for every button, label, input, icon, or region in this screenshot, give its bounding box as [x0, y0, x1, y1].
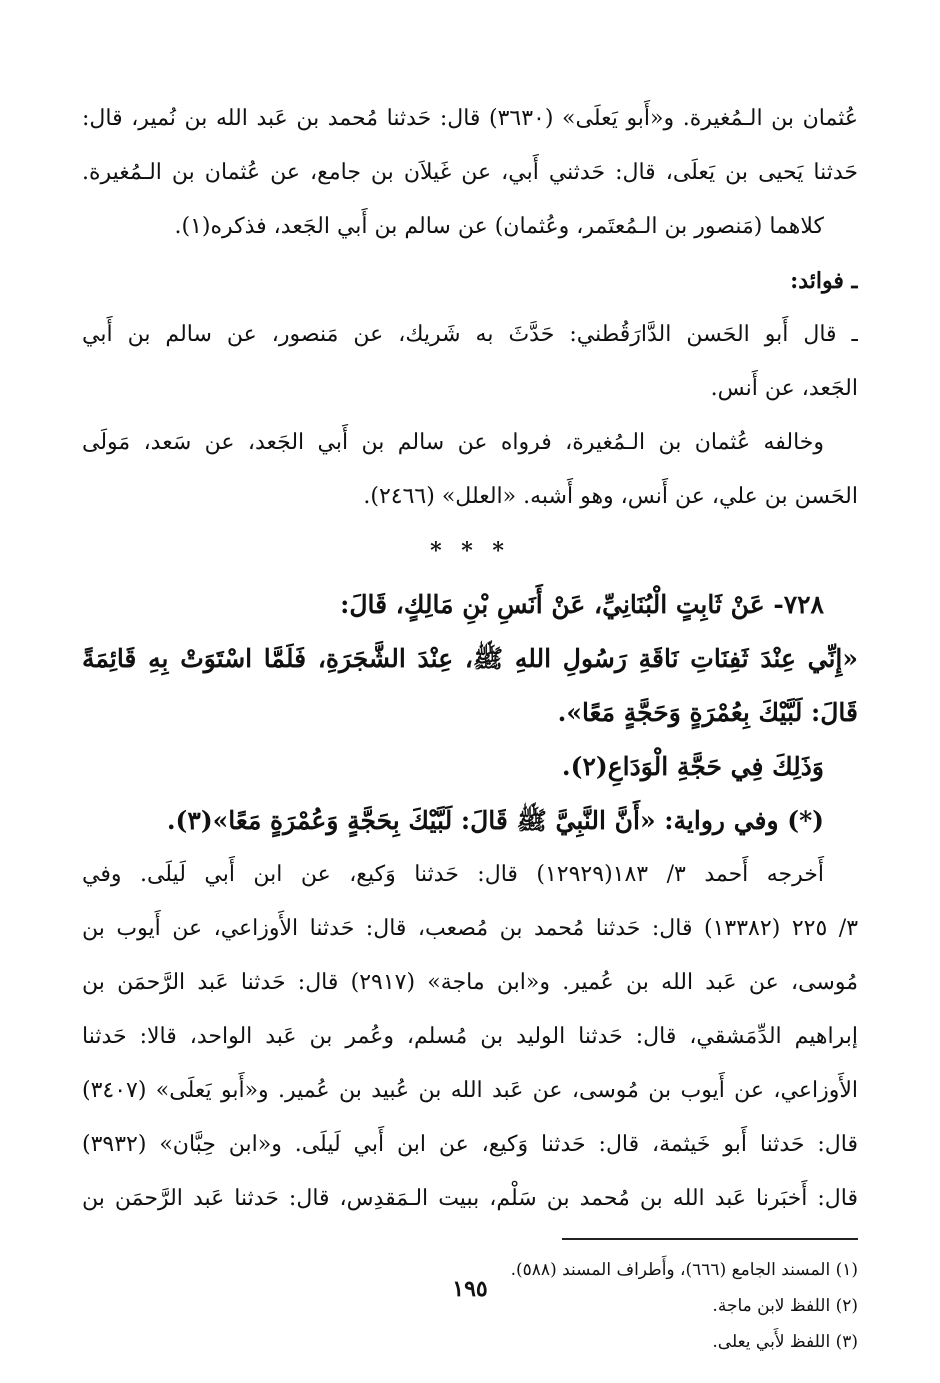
- text-line-1: عُثمان بن الـمُغيرة. و«أَبو يَعلَى» (٣٦٣٠) قال: حَدثنا مُحمد بن عَبد الله بن نُمير، قال:: [82, 106, 858, 131]
- takhrij-line-7: قال: أَخبَرنا عَبد الله بن مُحمد بن سَلْم، ببيت الـمَقدِس، قال: حَدثنا عَبد الرَّحمَن بن: [82, 1186, 858, 1211]
- takhrij-line-1: أَخرجه أَحمد ٣/ ١٨٣(١٢٩٢٩) قال: حَدثنا وَكيع، عن ابن أَبي لَيلَى. وفي: [82, 862, 825, 887]
- text-line-7: وخالفه عُثمان بن الـمُغيرة، فرواه عن سالم بن أَبي الجَعد، عن سَعد، مَولَى: [82, 430, 824, 455]
- footnote-3: (٣) اللفظ لأَبي يعلى.: [712, 1332, 858, 1352]
- text-line-6: الجَعد، عن أَنس.: [710, 376, 858, 401]
- footnote-2: (٢) اللفظ لابن ماجة.: [712, 1296, 858, 1316]
- hadith-text-line-3: وَذَلِكَ فِي حَجَّةِ الْوَدَاعِ(٢).: [561, 752, 824, 781]
- takhrij-line-5: الأَوزاعي، عن أَيوب بن مُوسى، عن عَبد الله بن عُبيد بن عُمير. و«أَبو يَعلَى» (٣٤٠٧): [82, 1078, 858, 1103]
- takhrij-line-2: ٣/ ٢٢٥ (١٣٣٨٢) قال: حَدثنا مُحمد بن مُصعب، قال: حَدثنا الأَوزاعي، عن أَيوب بن: [82, 916, 858, 941]
- footnote-separator: [562, 1238, 858, 1240]
- hadith-text-line-2: قَالَ: لَبَّيْكَ بِعُمْرَةٍ وَحَجَّةٍ مَعًا».: [557, 698, 858, 727]
- text-line-2: حَدثنا يَحيى بن يَعلَى، قال: حَدثني أَبي، عن غَيلاَن بن جامع، عن عُثمان بن الـمُغيرة.: [82, 160, 858, 185]
- text-line-8: الحَسن بن علي، عن أَنس، وهو أَشبه. «العلل» (٢٤٦٦).: [363, 484, 858, 509]
- takhrij-line-4: إبراهيم الدِّمَشقي، قال: حَدثنا الوليد بن مُسلم، وعُمر بن عَبد الواحد، قالا: حَدثنا: [82, 1024, 858, 1049]
- text-line-5: ـ قال أَبو الحَسن الدَّارَقُطني: حَدَّثَ به شَريك، عن مَنصور، عن سالم بن أَبي: [82, 322, 858, 347]
- page-number: ١٩٥: [452, 1276, 488, 1302]
- hadith-variant-line: (*) وفي رواية: «أَنَّ النَّبِيَّ ﷺ قَالَ: لَبَّيْكَ بِحَجَّةٍ وَعُمْرَةٍ مَعًا»(٣).: [166, 806, 824, 835]
- hadith-728-heading: ٧٢٨- عَنْ ثَابِتٍ الْبُنَانِيِّ، عَنْ أَنَسِ بْنِ مَالِكٍ، قَالَ:: [340, 590, 824, 619]
- takhrij-line-6: قال: حَدثنا أَبو خَيثمة، قال: حَدثنا وَكيع، عن ابن أَبي لَيلَى. و«ابن حِبَّان» (٣٩٣٢): [82, 1132, 858, 1157]
- separator-stars: * * *: [430, 538, 510, 564]
- takhrij-line-3: مُوسى، عن عَبد الله بن عُمير. و«ابن ماجة» (٢٩١٧) قال: حَدثنا عَبد الرَّحمَن بن: [82, 970, 858, 995]
- section-heading-fawaid: ـ فوائد:: [790, 268, 858, 294]
- text-line-3: كلاهما (مَنصور بن الـمُعتَمر، وعُثمان) عن سالم بن أَبي الجَعد، فذكره(١).: [174, 214, 824, 239]
- hadith-text-line-1: «إِنِّي عِنْدَ ثَفِنَاتِ نَاقَةِ رَسُولِ اللهِ ﷺ، عِنْدَ الشَّجَرَةِ، فَلَمَّا اسْتَوَتْ بِهِ قَائِمَةً: [82, 644, 858, 673]
- footnote-1: (١) المسند الجامع (٦٦٦)، وأَطراف المسند (٥٨٨).: [510, 1260, 858, 1280]
